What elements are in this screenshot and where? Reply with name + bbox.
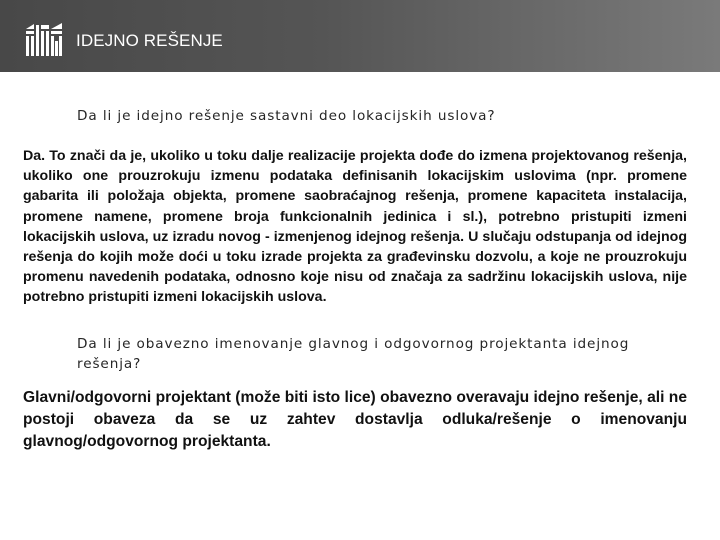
header-bar [0, 0, 720, 72]
page-title: IDEJNO REŠENJE [76, 31, 223, 50]
question-heading: Da li je idejno rešenje sastavni deo lokacijskih uslova? [77, 108, 496, 124]
question-heading: Da li je obavezno imenovanje glavnog i odgovornog projektanta idejnog rešenja? [77, 336, 630, 372]
building-logo-icon [24, 21, 64, 61]
answer-paragraph: Glavni/odgovorni projektant (može biti isto lice) obavezno overavaju idejno rešenje, ali ne postoji obaveza da se uz zahtev dostavlja odluka/rešenje o imenovanju glavnog/odgovornog projektanta. [23, 389, 687, 450]
answer-paragraph: Da. To znači da je, ukoliko u toku dalje realizacije projekta dođe do izmena projektovanog rešenja, ukoliko one prouzrokuju izmenu podataka definisanih lokacijskim uslovima (npr. promene gabarita ili položaja objekta, promene saobraćajnog rešenja, promene kapaciteta instalacija, promene namene, promene broja funkcionalnih jedinica i sl.), potrebno pristupiti izmeni lokacijskih uslova, uz izradu novog - izmenjenog idejnog rešenja. U slučaju odstupanja od idejnog rešenja do kojih može doći u toku izrade projekta za građevinsku dozvolu, a koje ne prouzrokuju promenu navedenih podataka, odnosno koje nisu od značaja za sadržinu lokacijskih uslova, nije potrebno pristupiti izmeni lokacijskih uslova. [23, 148, 687, 306]
